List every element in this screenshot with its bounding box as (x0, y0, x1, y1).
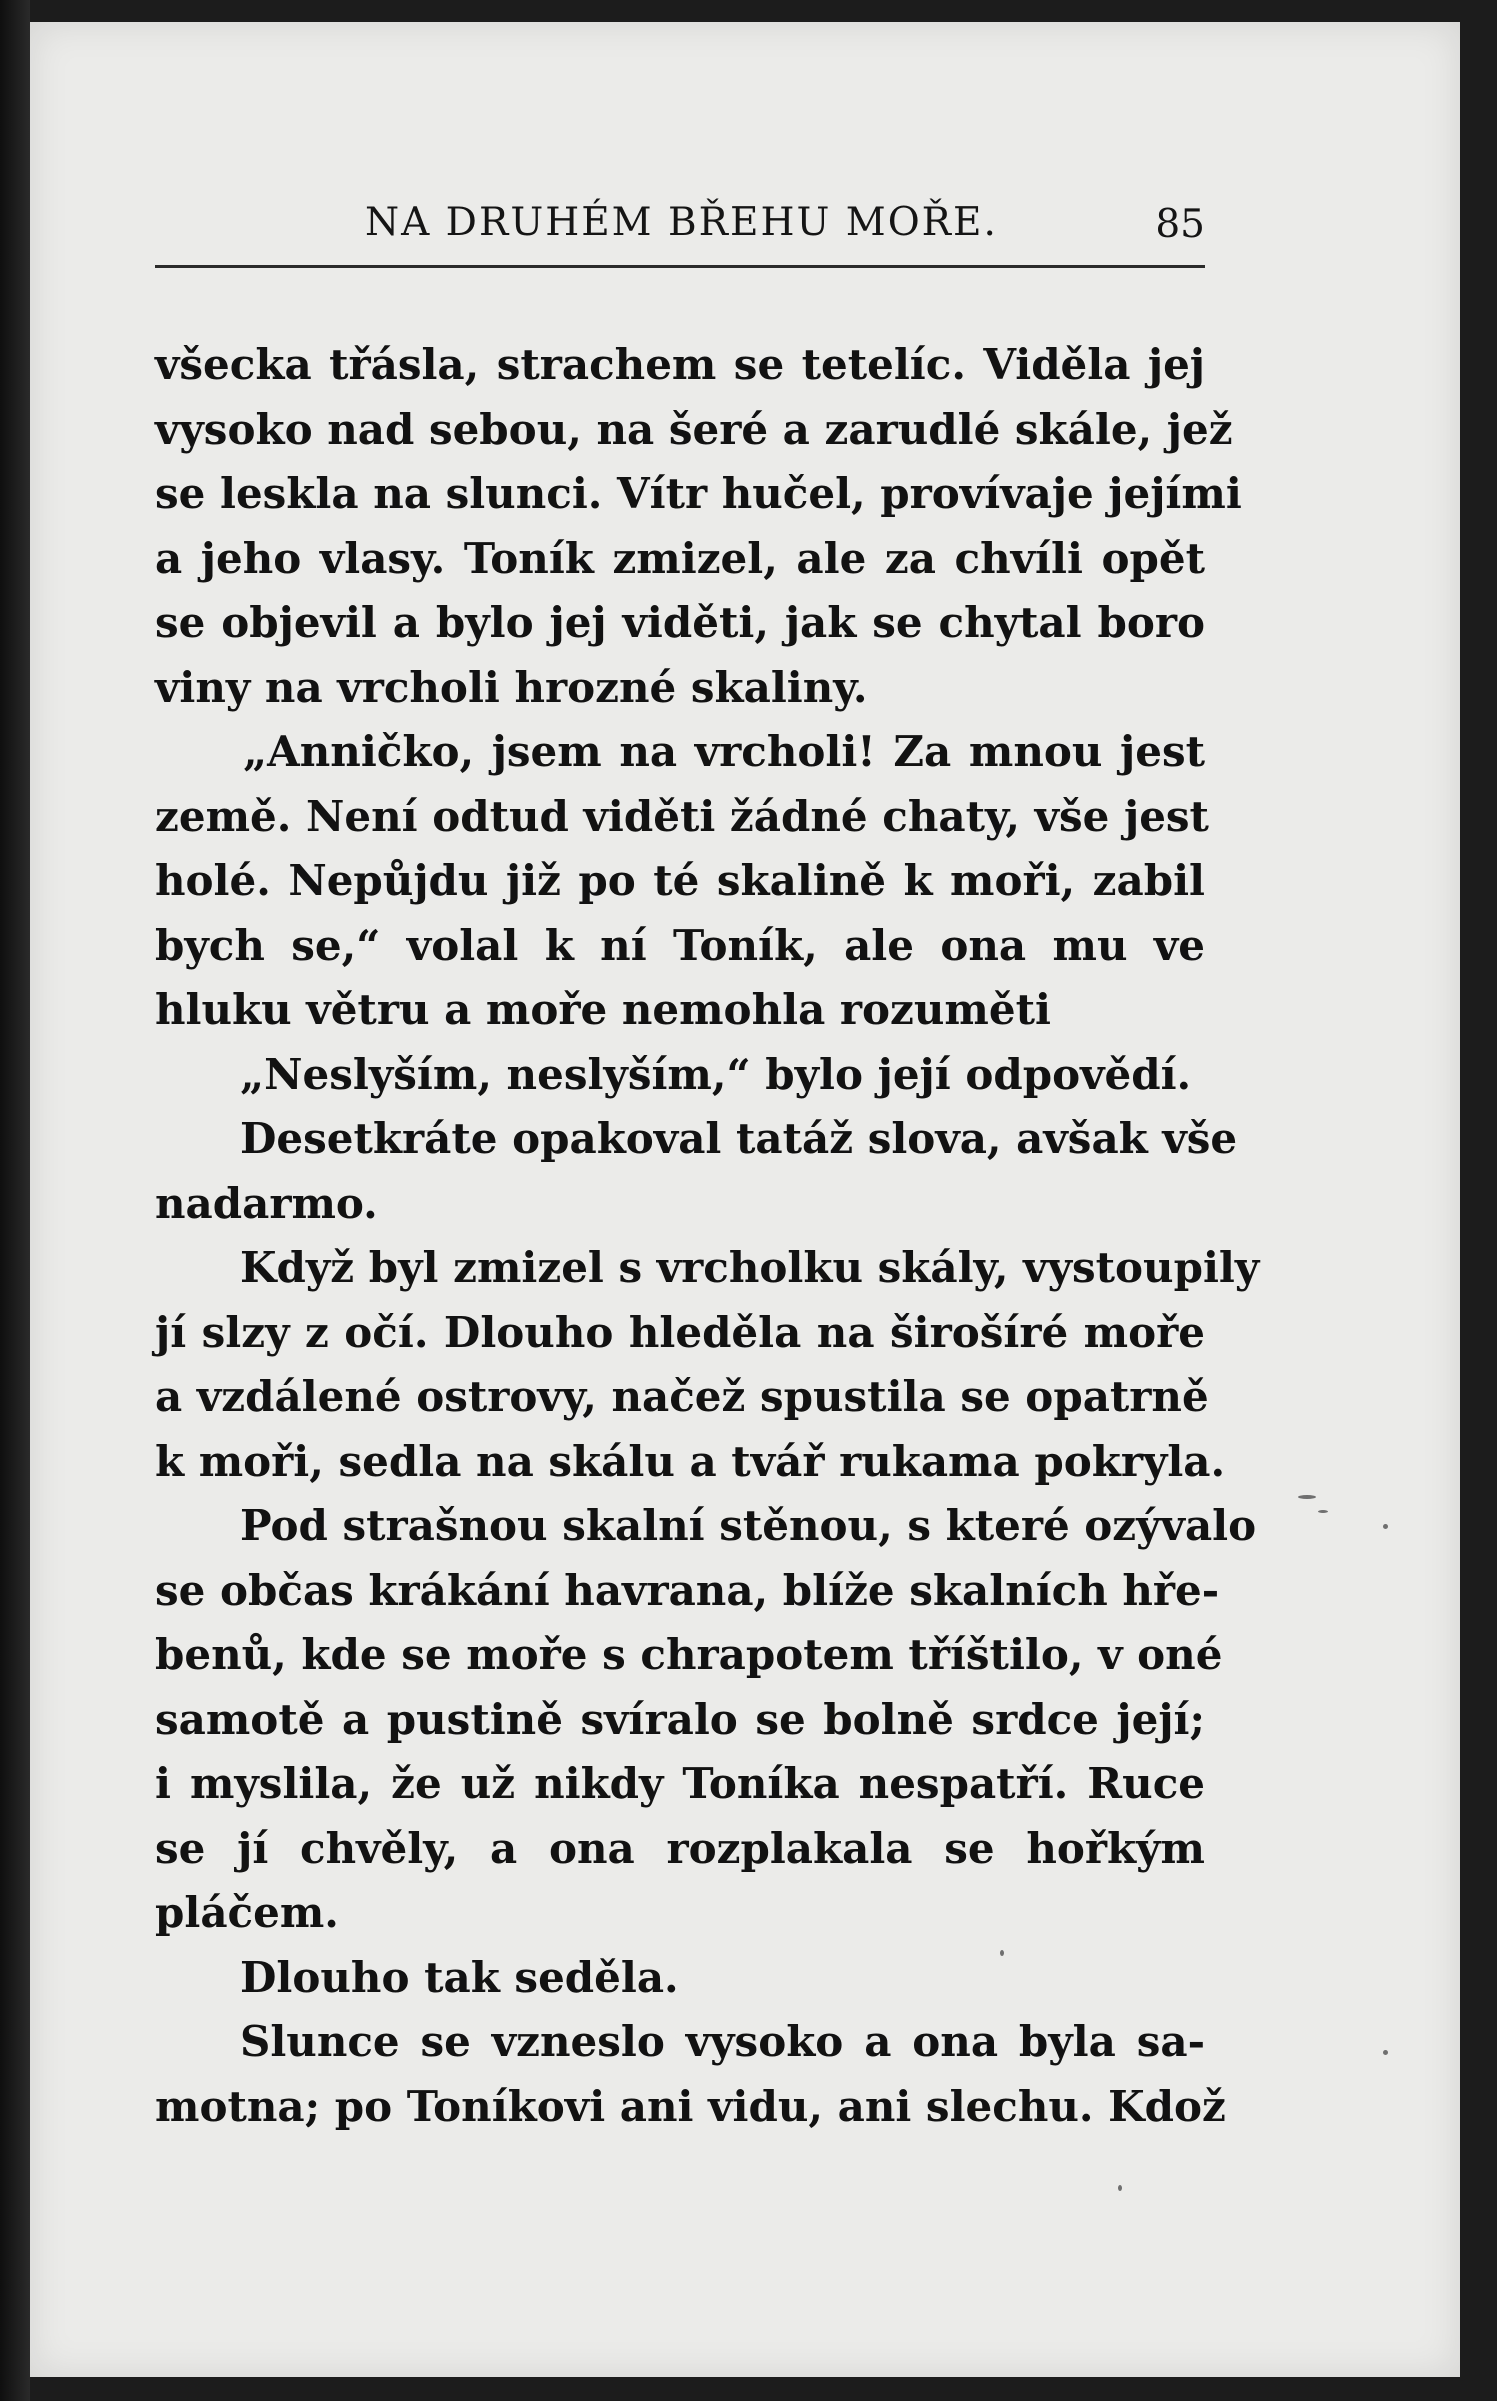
text-line: Slunce se vzneslo vysoko a ona byla sa- (240, 2017, 1205, 2066)
body-text (155, 333, 1260, 2139)
text-line: holé. Nepůjdu již po té skalině k moři, zabil (155, 856, 1205, 905)
text-line: země. Není odtud viděti žádné chaty, vše jest (155, 791, 1209, 841)
text-line: všecka třásla, strachem se tetelíc. Viděla jej (155, 340, 1205, 389)
text-line: bych se,“ volal k ní Toník, ale ona mu ve (155, 920, 1205, 970)
text-line: benů, kde se moře s chrapotem tříštilo, v oné (155, 1630, 1223, 1679)
text-line: Dlouho tak seděla. (240, 1952, 679, 2002)
text-line: Pod strašnou skalní stěnou, s které ozývalo (240, 1501, 1257, 1550)
text-line: viny na vrcholi hrozné skaliny. (155, 662, 868, 712)
text-line: Desetkráte opakoval tatáž slova, avšak vše (240, 1114, 1238, 1163)
text-line: pláčem. (155, 1888, 339, 1937)
text-line: samotě a pustině svíralo se bolně srdce její; (155, 1694, 1205, 1744)
text-line: se leskla na slunci. Vítr hučel, provívaje jejími (155, 469, 1242, 518)
text-line: hluku větru a moře nemohla rozuměti (155, 985, 1051, 1034)
header-rule (155, 265, 1205, 268)
text-line: a vzdálené ostrovy, načež spustila se opatrně (155, 1372, 1209, 1421)
text-line: k moři, sedla na skálu a tvář rukama pokryla. (155, 1436, 1226, 1486)
text-line: se jí chvěly, a ona rozplakala se hořkým (155, 1823, 1205, 1873)
text-line: „Neslyším, neslyším,“ bylo její odpovědí. (240, 1049, 1192, 1099)
text-line: jí slzy z očí. Dlouho hleděla na širošíré moře (155, 1307, 1205, 1357)
scan-speck (1000, 1950, 1004, 1956)
text-line: se občas krákání havrana, blíže skalních hře- (155, 1565, 1220, 1615)
scan-speck (1298, 1495, 1316, 1499)
page-header (155, 168, 1205, 268)
text-line: a jeho vlasy. Toník zmizel, ale za chvíli opět (155, 533, 1205, 583)
text-line: „Anničko, jsem na vrcholi! Za mnou jest (243, 727, 1205, 776)
scan-speck (1118, 2185, 1122, 2191)
scan-speck (1383, 1524, 1388, 1529)
text-line: se objevil a bylo jej viděti, jak se chytal boro (155, 598, 1205, 647)
scan-speck (1318, 1510, 1328, 1513)
page-number: 85 (1155, 202, 1205, 247)
text-line: motna; po Toníkovi ani vidu, ani slechu. Kdož (155, 2081, 1226, 2131)
scan-edge (0, 0, 30, 2401)
text-line: Když byl zmizel s vrcholku skály, vystoupily (240, 1243, 1260, 1292)
text-line: i myslila, že už nikdy Toníka nespatří. Ruce (155, 1759, 1205, 1808)
scan-speck (1383, 2050, 1388, 2055)
text-line: nadarmo. (155, 1178, 378, 1228)
text-line: vysoko nad sebou, na šeré a zarudlé skále, jež (155, 404, 1233, 454)
running-title: NA DRUHÉM BŘEHU MOŘE. (365, 200, 998, 245)
